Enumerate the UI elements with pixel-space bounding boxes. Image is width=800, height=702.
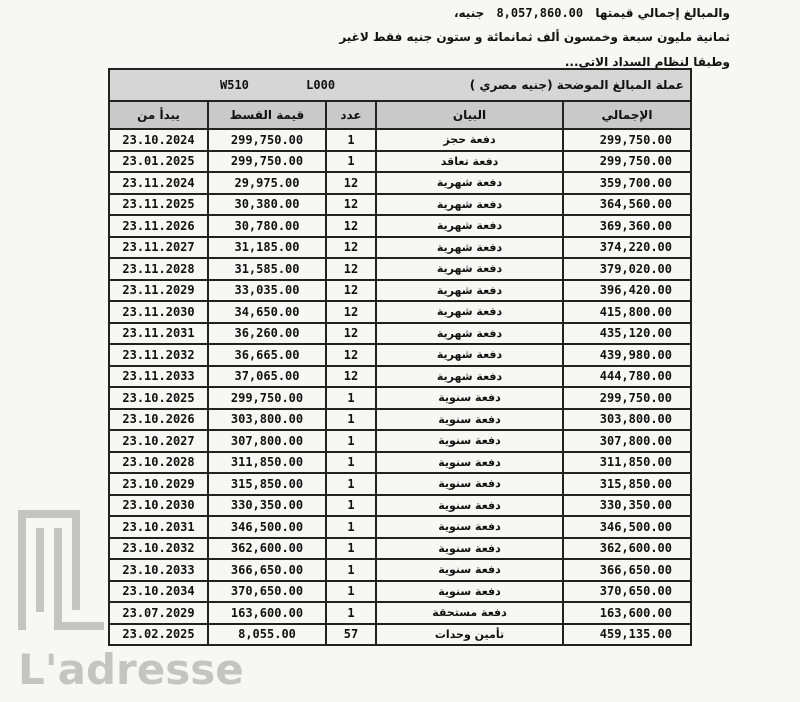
- cell-amount: 31,585.00: [208, 258, 326, 280]
- table-row: [109, 559, 691, 581]
- cell-start: 23.11.2025: [109, 194, 208, 216]
- cell-amount: 29,975.00: [208, 172, 326, 194]
- total-amount-value: 8,057,860.00: [496, 6, 584, 20]
- table-row: [109, 495, 691, 517]
- cell-start: 23.10.2033: [109, 559, 208, 581]
- cell-desc: دفعة حجز: [376, 129, 563, 151]
- cell-start: 23.11.2029: [109, 280, 208, 302]
- cell-count: 1: [326, 473, 376, 495]
- cell-amount: 299,750.00: [208, 387, 326, 409]
- cell-desc: دفعة شهرية: [376, 194, 563, 216]
- cell-count: 1: [326, 129, 376, 151]
- cell-start: 23.07.2029: [109, 602, 208, 624]
- cell-count: 1: [326, 151, 376, 173]
- cell-start: 23.10.2028: [109, 452, 208, 474]
- unit-codes: [220, 78, 385, 92]
- cell-count: 1: [326, 387, 376, 409]
- cell-start: 23.11.2033: [109, 366, 208, 388]
- table-row: [109, 258, 691, 280]
- cell-amount: 307,800.00: [208, 430, 326, 452]
- column-count: عدد: [326, 101, 376, 129]
- cell-desc: دفعة تعاقد: [376, 151, 563, 173]
- cell-count: 1: [326, 581, 376, 603]
- table-row: [109, 409, 691, 431]
- table-row: [109, 516, 691, 538]
- cell-start: 23.10.2024: [109, 129, 208, 151]
- cell-amount: 303,800.00: [208, 409, 326, 431]
- cell-count: 12: [326, 237, 376, 259]
- cell-start: 23.10.2031: [109, 516, 208, 538]
- cell-total: 299,750.00: [563, 387, 691, 409]
- cell-total: 346,500.00: [563, 516, 691, 538]
- table-row: [109, 430, 691, 452]
- column-start-date: يبدأ من: [109, 101, 208, 129]
- cell-total: 311,850.00: [563, 452, 691, 474]
- cell-total: 362,600.00: [563, 538, 691, 560]
- cell-start: 23.10.2026: [109, 409, 208, 431]
- cell-amount: 8,055.00: [208, 624, 326, 646]
- cell-amount: 346,500.00: [208, 516, 326, 538]
- cell-count: 12: [326, 258, 376, 280]
- cell-start: 23.11.2026: [109, 215, 208, 237]
- cell-start: 23.10.2025: [109, 387, 208, 409]
- table-row: [109, 366, 691, 388]
- cell-count: 1: [326, 516, 376, 538]
- currency-banner-row: [109, 69, 691, 101]
- cell-amount: 36,260.00: [208, 323, 326, 345]
- cell-desc: دفعة سنوية: [376, 409, 563, 431]
- cell-count: 1: [326, 430, 376, 452]
- table-row: [109, 301, 691, 323]
- cell-total: 366,650.00: [563, 559, 691, 581]
- total-amount-suffix: جنيه،: [453, 6, 485, 20]
- cell-desc: دفعة شهرية: [376, 366, 563, 388]
- cell-desc: دفعة شهرية: [376, 280, 563, 302]
- currency-title: عملة المبالغ الموضحة (جنيه مصري ): [469, 78, 684, 92]
- cell-start: 23.11.2030: [109, 301, 208, 323]
- table-row: [109, 172, 691, 194]
- cell-start: 23.10.2032: [109, 538, 208, 560]
- cell-start: 23.01.2025: [109, 151, 208, 173]
- total-amount-prefix: والمبالغ إجمالي قيمتها: [595, 6, 730, 20]
- table-row: [109, 215, 691, 237]
- table-row: [109, 323, 691, 345]
- cell-desc: تأمين وحدات: [376, 624, 563, 646]
- cell-start: 23.11.2027: [109, 237, 208, 259]
- cell-total: 444,780.00: [563, 366, 691, 388]
- cell-amount: 34,650.00: [208, 301, 326, 323]
- cell-amount: 30,380.00: [208, 194, 326, 216]
- cell-count: 12: [326, 323, 376, 345]
- cell-desc: دفعة شهرية: [376, 258, 563, 280]
- cell-total: 315,850.00: [563, 473, 691, 495]
- cell-total: 303,800.00: [563, 409, 691, 431]
- table-row: [109, 129, 691, 151]
- table-row: [109, 624, 691, 646]
- cell-count: 12: [326, 215, 376, 237]
- table-row: [109, 237, 691, 259]
- cell-desc: دفعة شهرية: [376, 237, 563, 259]
- cell-amount: 31,185.00: [208, 237, 326, 259]
- cell-start: 23.10.2027: [109, 430, 208, 452]
- column-total: الإجمالي: [563, 101, 691, 129]
- cell-start: 23.11.2032: [109, 344, 208, 366]
- cell-total: 415,800.00: [563, 301, 691, 323]
- cell-count: 12: [326, 280, 376, 302]
- table-row: [109, 473, 691, 495]
- cell-count: 1: [326, 538, 376, 560]
- cell-amount: 299,750.00: [208, 129, 326, 151]
- cell-start: 23.10.2034: [109, 581, 208, 603]
- table-row: [109, 581, 691, 603]
- cell-desc: دفعة سنوية: [376, 581, 563, 603]
- cell-total: 459,135.00: [563, 624, 691, 646]
- cell-count: 12: [326, 172, 376, 194]
- cell-total: 359,700.00: [563, 172, 691, 194]
- cell-desc: دفعة شهرية: [376, 323, 563, 345]
- cell-total: 370,650.00: [563, 581, 691, 603]
- cell-desc: دفعة سنوية: [376, 473, 563, 495]
- cell-desc: دفعة سنوية: [376, 430, 563, 452]
- cell-amount: 366,650.00: [208, 559, 326, 581]
- cell-desc: دفعة مستحقة: [376, 602, 563, 624]
- cell-total: 439,980.00: [563, 344, 691, 366]
- table-row: [109, 538, 691, 560]
- cell-desc: دفعة شهرية: [376, 301, 563, 323]
- cell-desc: دفعة سنوية: [376, 452, 563, 474]
- column-installment-amount: قيمة القسط: [208, 101, 326, 129]
- cell-total: 364,560.00: [563, 194, 691, 216]
- table-row: [109, 194, 691, 216]
- cell-desc: دفعة سنوية: [376, 387, 563, 409]
- cell-amount: 315,850.00: [208, 473, 326, 495]
- cell-desc: دفعة شهرية: [376, 215, 563, 237]
- cell-count: 12: [326, 301, 376, 323]
- cell-count: 57: [326, 624, 376, 646]
- cell-amount: 311,850.00: [208, 452, 326, 474]
- cell-total: 396,420.00: [563, 280, 691, 302]
- cell-desc: دفعة سنوية: [376, 516, 563, 538]
- watermark-logo-icon: [18, 510, 88, 630]
- cell-desc: دفعة شهرية: [376, 172, 563, 194]
- cell-count: 12: [326, 366, 376, 388]
- unit-code-2: L000: [306, 78, 336, 92]
- cell-amount: 36,665.00: [208, 344, 326, 366]
- cell-count: 1: [326, 559, 376, 581]
- cell-start: 23.02.2025: [109, 624, 208, 646]
- cell-desc: دفعة سنوية: [376, 559, 563, 581]
- cell-total: 299,750.00: [563, 129, 691, 151]
- cell-desc: دفعة شهرية: [376, 344, 563, 366]
- cell-count: 1: [326, 495, 376, 517]
- cell-amount: 370,650.00: [208, 581, 326, 603]
- cell-count: 12: [326, 344, 376, 366]
- cell-start: 23.11.2028: [109, 258, 208, 280]
- cell-count: 1: [326, 409, 376, 431]
- cell-amount: 299,750.00: [208, 151, 326, 173]
- table-row: [109, 387, 691, 409]
- cell-total: 307,800.00: [563, 430, 691, 452]
- table-row: [109, 344, 691, 366]
- table-row: [109, 151, 691, 173]
- cell-amount: 33,035.00: [208, 280, 326, 302]
- cell-total: 379,020.00: [563, 258, 691, 280]
- cell-amount: 163,600.00: [208, 602, 326, 624]
- cell-total: 435,120.00: [563, 323, 691, 345]
- cell-start: 23.10.2030: [109, 495, 208, 517]
- cell-total: 299,750.00: [563, 151, 691, 173]
- cell-start: 23.10.2029: [109, 473, 208, 495]
- currency-banner: [109, 69, 691, 101]
- watermark-text: L'adresse: [18, 645, 244, 694]
- column-header-row: [109, 101, 691, 129]
- cell-total: 369,360.00: [563, 215, 691, 237]
- total-amount-words: ثمانية مليون سبعة وخمسون ألف ثمانمائة و ستون جنيه فقط لاغير: [339, 30, 730, 44]
- cell-count: 1: [326, 602, 376, 624]
- cell-desc: دفعة سنوية: [376, 538, 563, 560]
- table-row: [109, 280, 691, 302]
- cell-count: 1: [326, 452, 376, 474]
- cell-total: 374,220.00: [563, 237, 691, 259]
- cell-desc: دفعة سنوية: [376, 495, 563, 517]
- payment-system-intro: وطبقا لنظام السداد الاتي...: [564, 55, 730, 69]
- column-description: البيان: [376, 101, 563, 129]
- total-amount-line: [454, 6, 730, 20]
- cell-start: 23.11.2024: [109, 172, 208, 194]
- payment-schedule-table: [108, 68, 692, 646]
- table-row: [109, 452, 691, 474]
- unit-code-1: W510: [220, 78, 249, 92]
- cell-total: 163,600.00: [563, 602, 691, 624]
- cell-amount: 37,065.00: [208, 366, 326, 388]
- cell-amount: 30,780.00: [208, 215, 326, 237]
- cell-amount: 362,600.00: [208, 538, 326, 560]
- cell-start: 23.11.2031: [109, 323, 208, 345]
- table-row: [109, 602, 691, 624]
- cell-amount: 330,350.00: [208, 495, 326, 517]
- cell-total: 330,350.00: [563, 495, 691, 517]
- cell-count: 12: [326, 194, 376, 216]
